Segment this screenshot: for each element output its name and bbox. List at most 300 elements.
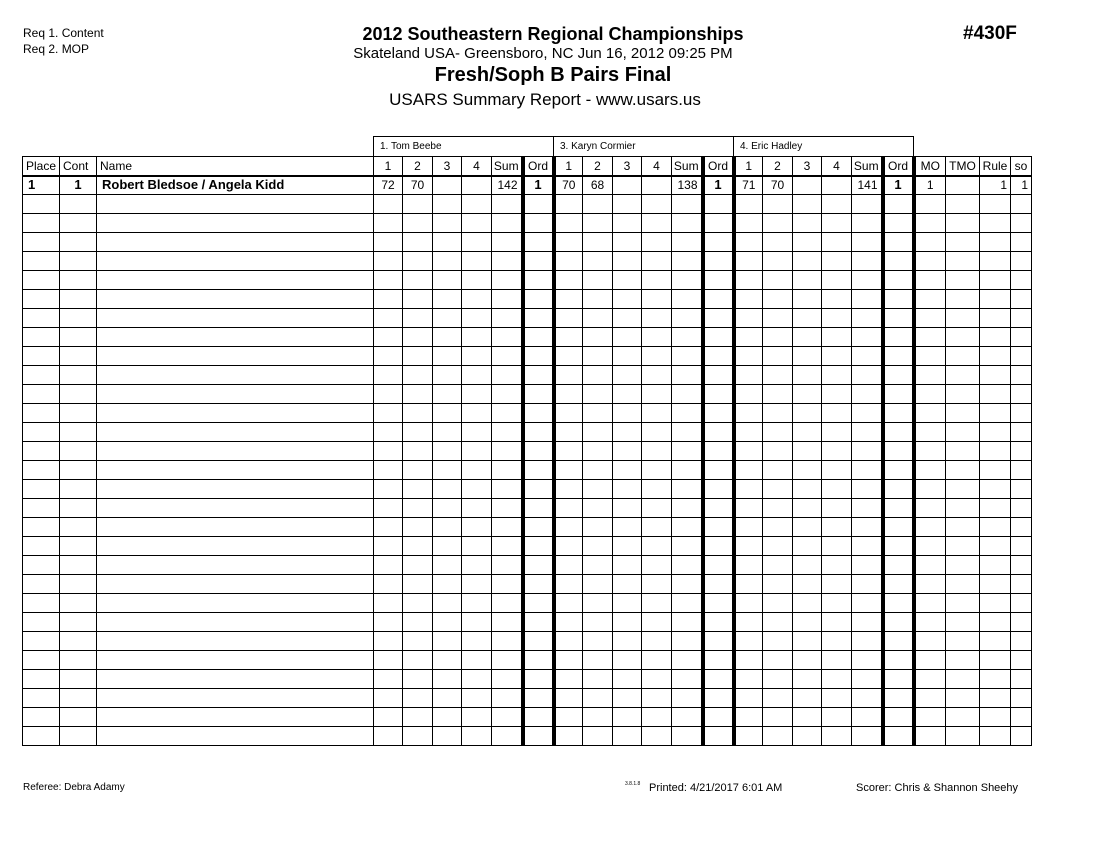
table-cell	[763, 689, 793, 708]
table-cell	[523, 366, 554, 385]
table-cell	[822, 214, 852, 233]
table-cell	[793, 689, 822, 708]
table-cell	[1011, 613, 1032, 632]
table-cell	[946, 708, 980, 727]
column-header: TMO	[946, 157, 980, 176]
table-cell	[523, 309, 554, 328]
table-cell	[374, 594, 403, 613]
table-cell	[852, 290, 883, 309]
table-cell	[374, 233, 403, 252]
table-cell	[672, 290, 703, 309]
table-cell	[523, 347, 554, 366]
table-cell	[734, 347, 763, 366]
table-cell	[554, 347, 583, 366]
table-cell	[433, 480, 462, 499]
table-cell	[462, 366, 492, 385]
table-cell	[97, 727, 374, 746]
table-cell	[462, 233, 492, 252]
table-cell	[703, 328, 734, 347]
table-cell	[793, 442, 822, 461]
table-cell	[980, 575, 1011, 594]
table-cell	[97, 499, 374, 518]
table-cell	[734, 480, 763, 499]
table-cell	[613, 347, 642, 366]
table-cell	[492, 689, 523, 708]
table-cell	[852, 670, 883, 689]
table-cell	[672, 461, 703, 480]
table-cell	[822, 499, 852, 518]
table-cell	[462, 594, 492, 613]
table-cell	[462, 328, 492, 347]
table-cell	[763, 366, 793, 385]
table-cell	[1011, 233, 1032, 252]
table-cell	[914, 385, 946, 404]
table-cell	[793, 233, 822, 252]
table-cell	[763, 727, 793, 746]
table-cell	[946, 499, 980, 518]
table-cell	[374, 195, 403, 214]
table-cell	[403, 195, 433, 214]
table-cell	[672, 556, 703, 575]
table-cell	[703, 651, 734, 670]
table-cell	[554, 309, 583, 328]
table-cell	[23, 195, 60, 214]
table-cell	[433, 651, 462, 670]
table-cell	[433, 347, 462, 366]
table-cell	[492, 556, 523, 575]
table-cell	[554, 233, 583, 252]
table-cell	[946, 537, 980, 556]
table-cell	[554, 290, 583, 309]
table-cell	[822, 594, 852, 613]
table-cell	[433, 556, 462, 575]
table-cell	[703, 613, 734, 632]
table-cell	[433, 385, 462, 404]
table-cell	[554, 499, 583, 518]
table-cell	[822, 290, 852, 309]
table-cell	[554, 651, 583, 670]
table-cell: 1	[703, 176, 734, 195]
table-cell	[980, 708, 1011, 727]
table-cell	[462, 708, 492, 727]
table-cell	[914, 537, 946, 556]
table-cell	[97, 252, 374, 271]
table-row	[23, 670, 1032, 689]
table-cell	[763, 670, 793, 689]
table-cell	[492, 613, 523, 632]
table-row	[23, 423, 1032, 442]
table-cell	[703, 689, 734, 708]
table-cell	[793, 670, 822, 689]
table-cell	[433, 290, 462, 309]
table-cell	[914, 233, 946, 252]
table-cell	[914, 461, 946, 480]
table-cell	[852, 252, 883, 271]
table-cell	[374, 708, 403, 727]
table-row	[23, 480, 1032, 499]
table-cell	[583, 423, 613, 442]
table-cell	[523, 442, 554, 461]
table-cell	[703, 537, 734, 556]
table-cell	[462, 290, 492, 309]
table-cell	[403, 499, 433, 518]
table-cell	[462, 727, 492, 746]
table-cell	[672, 271, 703, 290]
table-cell	[703, 214, 734, 233]
table-cell	[97, 689, 374, 708]
table-cell	[374, 423, 403, 442]
table-cell: 70	[554, 176, 583, 195]
table-cell	[97, 366, 374, 385]
table-cell	[97, 651, 374, 670]
table-cell	[852, 689, 883, 708]
table-cell	[97, 385, 374, 404]
column-header: 2	[403, 157, 433, 176]
table-cell	[97, 328, 374, 347]
table-cell	[1011, 195, 1032, 214]
table-cell	[914, 404, 946, 423]
table-cell	[60, 632, 97, 651]
table-cell	[1011, 366, 1032, 385]
table-cell	[763, 461, 793, 480]
table-cell	[583, 328, 613, 347]
table-cell	[583, 575, 613, 594]
table-cell	[793, 366, 822, 385]
table-cell	[554, 252, 583, 271]
requirement-1: Req 1. Content	[23, 26, 104, 40]
table-cell	[672, 651, 703, 670]
table-cell	[583, 670, 613, 689]
table-cell	[492, 290, 523, 309]
table-row	[23, 651, 1032, 670]
table-cell	[914, 689, 946, 708]
table-cell	[980, 423, 1011, 442]
table-cell	[946, 328, 980, 347]
table-cell	[523, 537, 554, 556]
table-cell	[883, 689, 914, 708]
table-cell	[642, 290, 672, 309]
table-cell	[613, 613, 642, 632]
table-cell	[60, 727, 97, 746]
table-cell	[23, 214, 60, 233]
table-cell	[60, 309, 97, 328]
table-cell	[642, 594, 672, 613]
column-header: Ord	[523, 157, 554, 176]
table-cell	[60, 499, 97, 518]
table-cell	[642, 252, 672, 271]
column-header: 4	[822, 157, 852, 176]
table-cell	[642, 404, 672, 423]
table-cell	[23, 480, 60, 499]
table-cell	[523, 632, 554, 651]
table-cell	[642, 195, 672, 214]
table-cell	[793, 594, 822, 613]
judge-row-spacer	[23, 137, 374, 157]
table-cell	[763, 518, 793, 537]
table-cell	[734, 518, 763, 537]
table-cell	[433, 632, 462, 651]
table-cell	[914, 727, 946, 746]
column-header: Rule	[980, 157, 1011, 176]
table-cell	[734, 575, 763, 594]
table-cell	[374, 461, 403, 480]
venue-line: Skateland USA- Greensboro, NC Jun 16, 2012 09:25 PM	[353, 45, 733, 62]
table-cell	[883, 385, 914, 404]
table-cell	[403, 651, 433, 670]
table-cell	[23, 442, 60, 461]
table-cell	[613, 651, 642, 670]
table-cell: 142	[492, 176, 523, 195]
table-cell	[734, 404, 763, 423]
table-cell	[583, 385, 613, 404]
table-cell	[97, 233, 374, 252]
table-cell	[97, 632, 374, 651]
table-cell	[583, 195, 613, 214]
table-cell	[793, 518, 822, 537]
table-cell	[492, 309, 523, 328]
table-cell	[914, 708, 946, 727]
table-cell	[852, 233, 883, 252]
table-cell	[433, 708, 462, 727]
table-row	[23, 214, 1032, 233]
table-cell	[883, 195, 914, 214]
column-header: so	[1011, 157, 1032, 176]
table-cell	[613, 290, 642, 309]
table-cell	[946, 670, 980, 689]
table-cell	[734, 670, 763, 689]
table-cell	[523, 214, 554, 233]
table-cell	[734, 708, 763, 727]
table-cell	[980, 290, 1011, 309]
table-cell	[672, 423, 703, 442]
table-cell	[946, 727, 980, 746]
table-cell	[554, 632, 583, 651]
table-cell	[554, 385, 583, 404]
table-cell	[793, 423, 822, 442]
table-cell	[613, 328, 642, 347]
table-cell	[374, 347, 403, 366]
table-cell	[852, 499, 883, 518]
table-cell	[613, 689, 642, 708]
table-cell	[793, 461, 822, 480]
table-cell	[980, 670, 1011, 689]
table-cell	[23, 385, 60, 404]
table-cell	[492, 537, 523, 556]
table-cell	[1011, 385, 1032, 404]
table-cell	[462, 309, 492, 328]
table-cell	[403, 404, 433, 423]
table-cell	[403, 518, 433, 537]
table-cell	[852, 423, 883, 442]
table-cell	[23, 537, 60, 556]
table-cell	[523, 290, 554, 309]
table-cell	[523, 518, 554, 537]
table-cell	[403, 670, 433, 689]
table-cell	[492, 651, 523, 670]
table-cell	[523, 708, 554, 727]
table-cell	[97, 290, 374, 309]
table-cell	[583, 442, 613, 461]
table-cell	[613, 233, 642, 252]
table-cell	[374, 689, 403, 708]
column-header: 3	[613, 157, 642, 176]
table-cell	[883, 537, 914, 556]
table-cell	[703, 290, 734, 309]
table-cell	[793, 252, 822, 271]
table-cell	[793, 480, 822, 499]
table-cell	[672, 442, 703, 461]
table-cell	[492, 670, 523, 689]
table-cell	[374, 632, 403, 651]
table-cell	[734, 309, 763, 328]
table-cell: 70	[403, 176, 433, 195]
table-cell	[703, 233, 734, 252]
table-cell	[60, 480, 97, 499]
table-row	[23, 233, 1032, 252]
table-cell	[1011, 271, 1032, 290]
table-cell	[583, 727, 613, 746]
table-cell	[883, 347, 914, 366]
table-cell	[374, 442, 403, 461]
table-cell	[946, 651, 980, 670]
table-cell	[613, 404, 642, 423]
report-title: USARS Summary Report - www.usars.us	[389, 90, 701, 109]
table-cell	[883, 328, 914, 347]
table-cell	[403, 613, 433, 632]
table-cell	[583, 404, 613, 423]
table-cell	[980, 689, 1011, 708]
table-cell	[60, 385, 97, 404]
table-cell	[583, 366, 613, 385]
table-cell	[554, 594, 583, 613]
table-cell	[672, 575, 703, 594]
table-cell	[1011, 309, 1032, 328]
table-cell: 1	[1011, 176, 1032, 195]
table-cell	[763, 385, 793, 404]
table-cell	[374, 556, 403, 575]
table-cell	[734, 366, 763, 385]
table-cell	[914, 594, 946, 613]
table-cell	[433, 309, 462, 328]
table-cell	[763, 575, 793, 594]
table-cell	[492, 461, 523, 480]
table-cell	[793, 290, 822, 309]
table-cell	[433, 537, 462, 556]
table-cell	[642, 537, 672, 556]
table-cell	[703, 670, 734, 689]
table-cell	[703, 252, 734, 271]
table-cell	[403, 271, 433, 290]
table-cell	[492, 252, 523, 271]
table-cell	[914, 575, 946, 594]
table-cell	[613, 727, 642, 746]
table-cell	[433, 404, 462, 423]
table-cell	[980, 195, 1011, 214]
table-cell	[433, 727, 462, 746]
table-cell	[914, 252, 946, 271]
table-cell	[23, 271, 60, 290]
column-header: 1	[734, 157, 763, 176]
referee-label: Referee: Debra Adamy	[23, 782, 125, 793]
table-cell	[914, 328, 946, 347]
table-cell	[403, 328, 433, 347]
table-cell	[462, 271, 492, 290]
table-row	[23, 328, 1032, 347]
table-cell	[583, 518, 613, 537]
table-cell	[852, 385, 883, 404]
table-row	[23, 309, 1032, 328]
table-cell	[914, 442, 946, 461]
table-cell	[403, 727, 433, 746]
table-cell	[946, 594, 980, 613]
table-cell	[642, 423, 672, 442]
table-cell	[60, 366, 97, 385]
table-cell	[523, 575, 554, 594]
table-cell	[642, 233, 672, 252]
table-cell	[852, 727, 883, 746]
table-cell	[883, 290, 914, 309]
table-cell	[462, 632, 492, 651]
table-cell	[60, 575, 97, 594]
table-cell	[703, 556, 734, 575]
table-cell	[763, 290, 793, 309]
table-cell	[822, 233, 852, 252]
table-cell	[554, 613, 583, 632]
table-cell	[883, 404, 914, 423]
table-cell	[642, 556, 672, 575]
table-cell	[613, 423, 642, 442]
table-cell	[852, 708, 883, 727]
table-cell	[822, 176, 852, 195]
table-cell	[980, 613, 1011, 632]
table-cell	[613, 309, 642, 328]
table-cell	[980, 518, 1011, 537]
table-cell	[914, 556, 946, 575]
event-name: Fresh/Soph B Pairs Final	[434, 64, 672, 86]
table-cell	[60, 271, 97, 290]
column-header: 3	[793, 157, 822, 176]
table-cell	[374, 480, 403, 499]
table-cell	[23, 594, 60, 613]
table-cell	[672, 708, 703, 727]
table-cell	[462, 575, 492, 594]
table-cell	[462, 556, 492, 575]
column-header: Cont	[60, 157, 97, 176]
table-cell	[523, 556, 554, 575]
table-cell	[946, 613, 980, 632]
table-cell	[793, 214, 822, 233]
table-cell	[97, 480, 374, 499]
table-cell	[946, 271, 980, 290]
table-cell	[883, 252, 914, 271]
table-cell	[97, 708, 374, 727]
table-cell	[492, 271, 523, 290]
table-cell	[433, 518, 462, 537]
table-cell	[23, 366, 60, 385]
table-cell	[852, 594, 883, 613]
table-cell	[613, 385, 642, 404]
column-header: Sum	[492, 157, 523, 176]
table-cell	[403, 594, 433, 613]
table-cell	[23, 613, 60, 632]
table-cell	[433, 423, 462, 442]
table-cell	[980, 214, 1011, 233]
table-cell	[374, 518, 403, 537]
table-cell: 1	[883, 176, 914, 195]
table-cell	[60, 290, 97, 309]
table-cell	[1011, 537, 1032, 556]
table-cell	[403, 480, 433, 499]
